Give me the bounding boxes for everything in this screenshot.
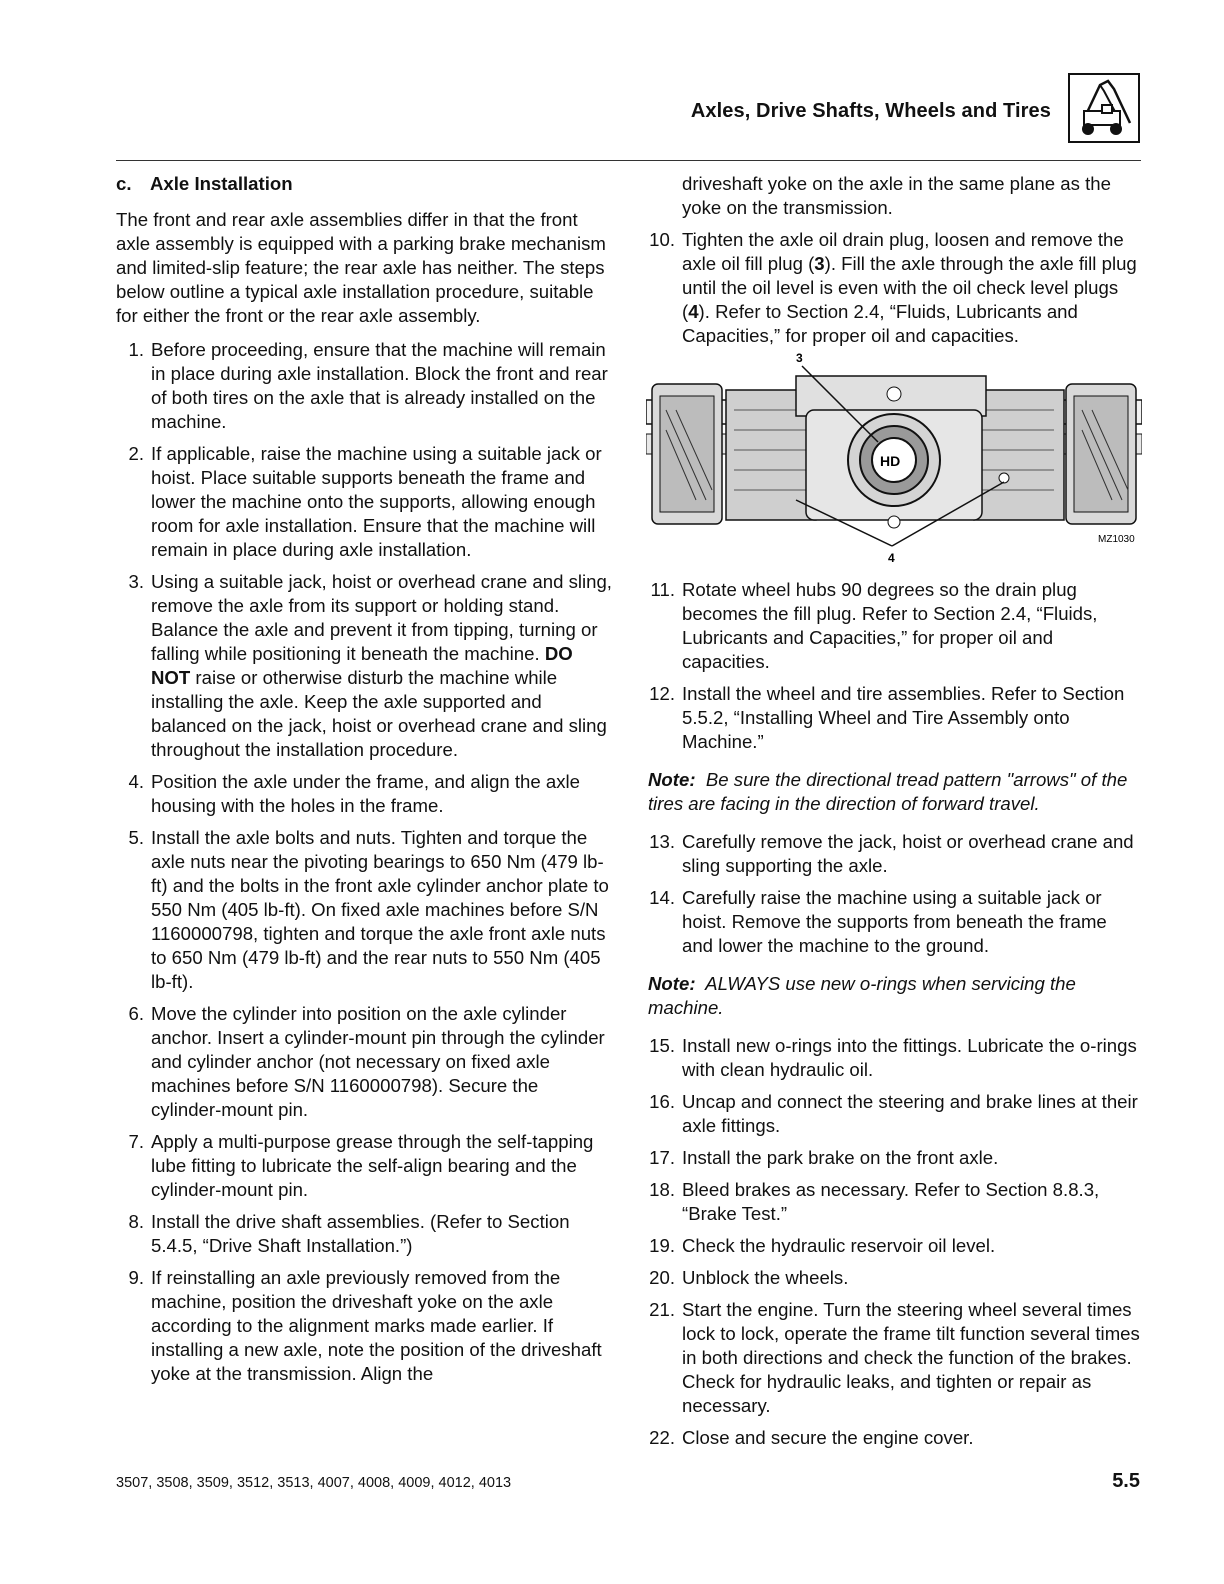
list-item: 12. Install the wheel and tire assemblies. Refer to Section 5.5.2, “Installing Wheel and Tire Assembly onto Machine.” xyxy=(649,683,1125,752)
list-item: 18. Bleed brakes as necessary. Refer to Section 8.8.3, “Brake Test.” xyxy=(649,1179,1100,1224)
list-item: 21. Start the engine. Turn the steering wheel several times lock to lock, operate the frame tilt function several times in both directions and check the function of the brakes. Check for hydraulic leaks, and tighten or repair as necessary. xyxy=(649,1299,1140,1416)
list-item: 7. Apply a multi-purpose grease through the self-tapping lube fitting to lubricate the self-align bearing and the cylinder-mount pin. xyxy=(128,1131,594,1200)
note-tread: Note: Be sure the directional tread pattern "arrows" of the tires are facing in the direction of forward travel. xyxy=(648,769,1128,814)
section-title: Axle Installation xyxy=(150,173,293,194)
header-divider xyxy=(116,160,1141,161)
page-title: Axles, Drive Shafts, Wheels and Tires xyxy=(690,100,1051,122)
step-list-right xyxy=(648,228,1140,348)
list-item: 4. Position the axle under the frame, and align the axle housing with the holes in the frame. xyxy=(128,771,580,816)
callout-4: 4 xyxy=(888,551,895,565)
page-number: 5.5 xyxy=(1112,1470,1140,1492)
step-list-left xyxy=(116,338,612,1386)
section-heading xyxy=(116,172,612,196)
list-item: 1. Before proceeding, ensure that the machine will remain in place during axle installation. Block the front and rear of both tires on the axle that is already installed on the machine. xyxy=(128,339,608,432)
left-column xyxy=(116,172,612,1394)
step-list-right-2 xyxy=(648,578,1140,754)
callout-3: 3 xyxy=(796,351,803,365)
list-item: 2. If applicable, raise the machine using a suitable jack or hoist. Place suitable supports beneath the frame and lower the machine onto the supports, allowing enough room for axle installation. Ensure that the machine will remain in place during axle installation. xyxy=(128,443,602,560)
list-item: 8. Install the drive shaft assemblies. (Refer to Section 5.4.5, “Drive Shaft Installation.”) xyxy=(128,1211,570,1256)
right-column xyxy=(648,172,1140,1458)
list-item: 11. Rotate wheel hubs 90 degrees so the drain plug becomes the fill plug. Refer to Section 2.4, “Fluids, Lubricants and Capacities,” for proper oil and capacities. xyxy=(650,579,1098,672)
intro-paragraph: The front and rear axle assemblies differ in that the front axle assembly is equipped with a parking brake mechanism and limited-slip feature; the rear axle has neither. The steps below outline a typical axle installation procedure, suitable for either the front or the rear axle assembly. xyxy=(116,209,606,326)
emphasis: DO NOT xyxy=(151,643,573,688)
footer-models: 3507, 3508, 3509, 3512, 3513, 4007, 4008, 4009, 4012, 4013 xyxy=(116,1475,512,1491)
list-item: 16. Uncap and connect the steering and brake lines at their axle fittings. xyxy=(649,1091,1138,1136)
step-list-right-3 xyxy=(648,830,1140,958)
list-item: 9. If reinstalling an axle previously removed from the machine, position the driveshaft yoke on the axle according to the alignment marks made earlier. If installing a new axle, note the position of the driveshaft yoke at the transmission. Align the xyxy=(128,1267,602,1384)
list-item: 19. Check the hydraulic reservoir oil level. xyxy=(649,1235,996,1256)
list-item-continuation: driveshaft yoke on the axle in the same plane as the yoke on the transmission. xyxy=(682,173,1111,218)
list-item: 22. Close and secure the engine cover. xyxy=(649,1427,974,1448)
figure-code: MZ1030 xyxy=(1098,534,1135,545)
section-letter: c. xyxy=(116,173,132,194)
list-item: 10. Tighten the axle oil drain plug, loosen and remove the axle oil fill plug (3). Fill the axle through the axle fill plug until the oil level is even with the oil check level plugs (4). Refer to Section 2.4, “Fluids, Lubricants and Capacities,” for proper oil and capacities. xyxy=(649,229,1137,346)
list-item: 6. Move the cylinder into position on the axle cylinder anchor. Insert a cylinder-mount pin through the cylinder and cylinder anchor (not necessary on fixed axle machines before S/N 1160000798). Secure the cylinder-mount pin. xyxy=(128,1003,605,1120)
list-item: 14. Carefully raise the machine using a suitable jack or hoist. Remove the supports from beneath the frame and lower the machine to the ground. xyxy=(649,887,1107,956)
list-item: 17. Install the park brake on the front axle. xyxy=(649,1147,999,1168)
list-item: 20. Unblock the wheels. xyxy=(649,1267,849,1288)
note-orings: Note: ALWAYS use new o-rings when servicing the machine. xyxy=(648,973,1076,1018)
axle-figure xyxy=(646,350,1142,568)
list-item: 3. Using a suitable jack, hoist or overhead crane and sling, remove the axle from its support or holding stand. Balance the axle and prevent it from tipping, turning or falling while positioning it beneath the machine. DO NOT raise or otherwise disturb the machine while installing the axle. Keep the axle supported and balanced on the jack, hoist or overhead crane and sling throughout the installation procedure. xyxy=(128,571,612,760)
list-item: 15. Install new o-rings into the fittings. Lubricate the o-rings with clean hydraulic oil. xyxy=(649,1035,1137,1080)
step-list-right-4 xyxy=(648,1034,1140,1450)
list-item: 5. Install the axle bolts and nuts. Tighten and torque the axle nuts near the pivoting bearings to 650 Nm (479 lb-ft) and the bolts in the front axle cylinder anchor plate to 550 Nm (405 lb-ft). On fixed axle machines before S/N 1160000798, tighten and torque the axle front axle nuts to 650 Nm (479 lb-ft) and the rear nuts to 550 Nm (405 lb-ft). xyxy=(128,827,609,992)
svg-text:HD: HD xyxy=(880,453,901,469)
telehandler-icon xyxy=(1068,73,1140,143)
list-item: 13. Carefully remove the jack, hoist or overhead crane and sling supporting the axle. xyxy=(649,831,1134,876)
